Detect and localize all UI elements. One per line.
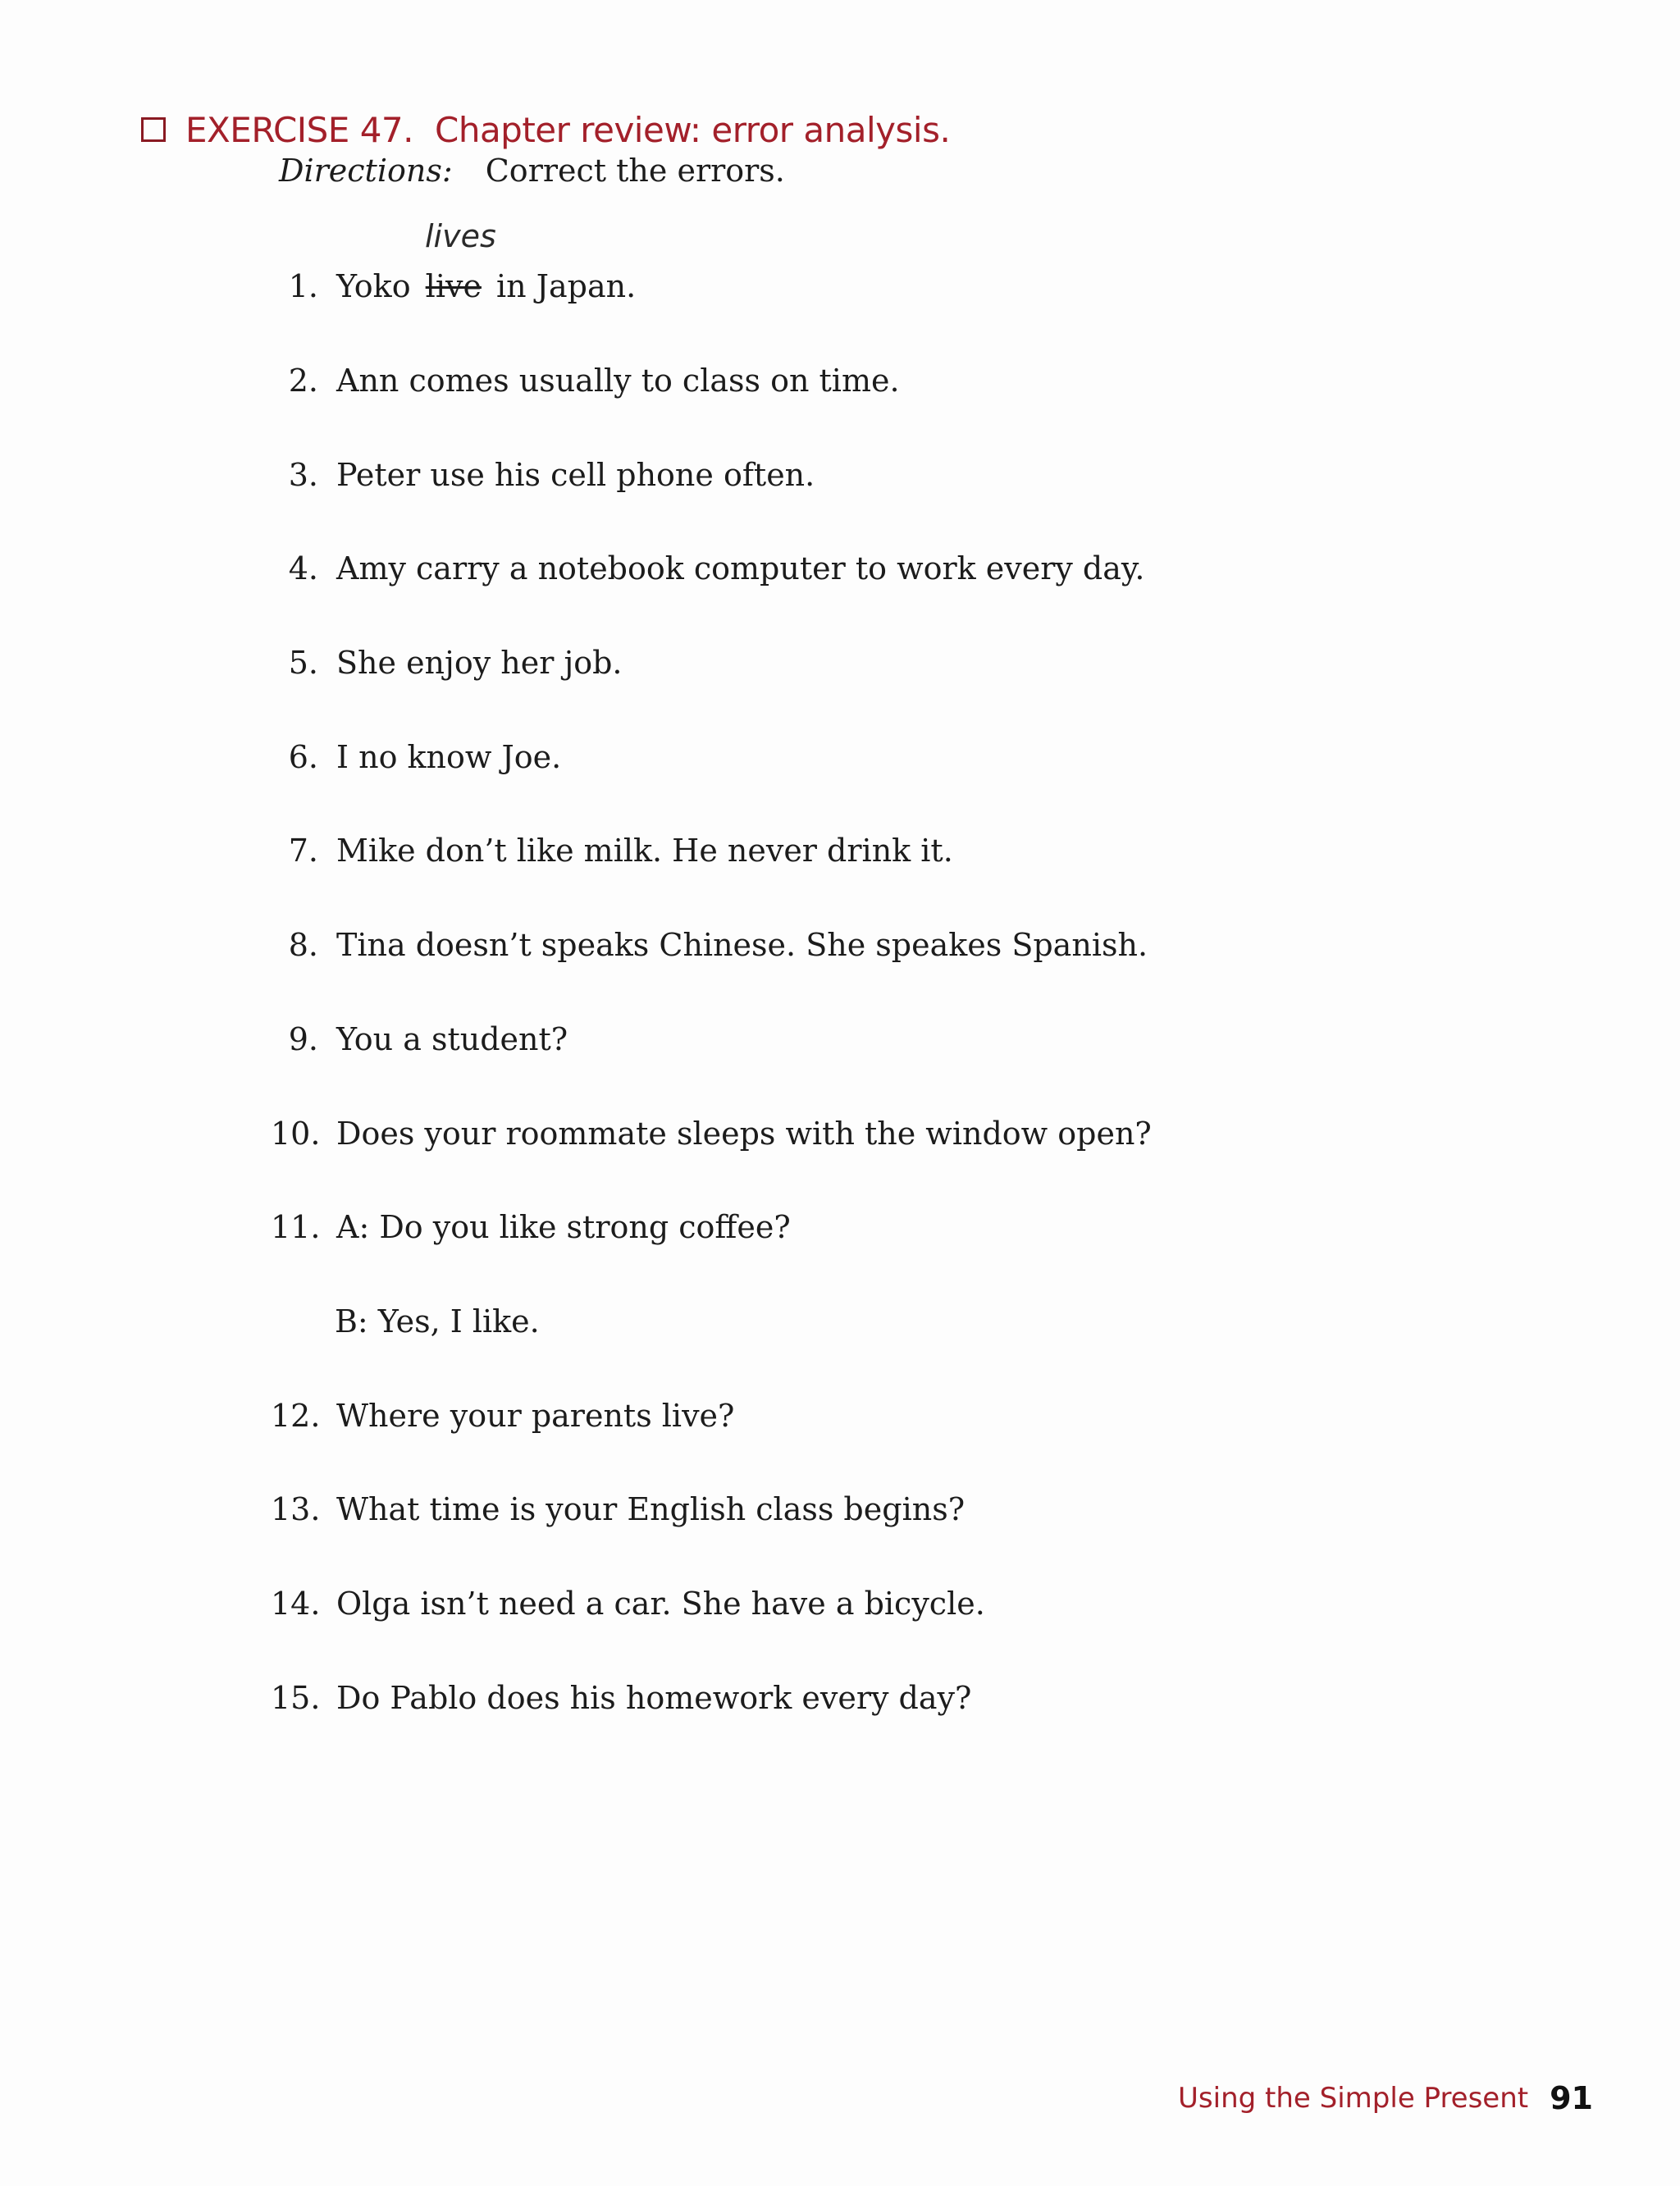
item-text: What time is your English class begins? <box>336 1491 966 1527</box>
item-number: 4. <box>288 550 318 586</box>
list-item <box>271 737 561 778</box>
example-after: in Japan. <box>496 268 637 304</box>
exercise-title: Chapter review: error analysis. <box>435 109 951 150</box>
item-number: 8. <box>288 927 318 963</box>
list-item <box>271 642 623 683</box>
directions-text: Correct the errors. <box>485 153 785 189</box>
item-text: Do Pablo does his homework every day? <box>336 1680 972 1716</box>
list-item <box>271 1489 965 1530</box>
chapter-title: Using the Simple Present <box>1178 2082 1529 2115</box>
list-item <box>271 454 815 495</box>
example-correction: lives <box>425 218 496 254</box>
dialog-line-b: B: Yes, I like. <box>335 1303 540 1339</box>
item-number: 5. <box>288 645 318 681</box>
directions <box>279 153 785 189</box>
list-item <box>271 1677 971 1718</box>
item-number: 2. <box>288 363 318 399</box>
item-text: A: Do you like strong coffee? <box>336 1209 791 1245</box>
list-item <box>271 1019 568 1060</box>
struck-word: live <box>425 268 482 304</box>
exercise-header <box>141 107 950 153</box>
list-item <box>271 548 1144 589</box>
item-number: 13. <box>271 1491 321 1527</box>
list-item <box>271 924 1148 965</box>
list-item <box>271 1113 1152 1154</box>
item-text: Mike don’t like milk. He never drink it. <box>336 833 953 869</box>
directions-label: Directions: <box>279 153 453 189</box>
item-text: Olga isn’t need a car. She have a bicycle. <box>336 1586 985 1622</box>
item-text: Does your roommate sleeps with the window open? <box>336 1116 1152 1152</box>
item-text: Ann comes usually to class on time. <box>336 363 900 399</box>
item-number: 6. <box>288 739 318 775</box>
list-item <box>271 360 900 401</box>
item-number: 1. <box>288 268 318 304</box>
item-number: 12. <box>271 1398 321 1434</box>
list-item <box>271 1207 791 1248</box>
page-number: 91 <box>1550 2080 1593 2116</box>
exercise-number: EXERCISE 47. <box>185 109 413 150</box>
item-text: Amy carry a notebook computer to work every day. <box>336 550 1145 586</box>
item-number: 14. <box>271 1586 321 1622</box>
example-item <box>271 266 636 307</box>
item-number: 3. <box>288 457 318 493</box>
item-text <box>336 266 636 307</box>
item-text: Peter use his cell phone often. <box>336 457 815 493</box>
item-text: I no know Joe. <box>336 739 562 775</box>
list-item <box>271 830 953 871</box>
list-item <box>271 1395 734 1436</box>
checkbox-icon[interactable] <box>141 117 166 142</box>
page-footer <box>1178 2075 1593 2121</box>
item-text: She enjoy her job. <box>336 645 623 681</box>
example-before: Yoko <box>336 268 411 304</box>
item-number: 9. <box>288 1021 318 1057</box>
item-text: Where your parents live? <box>336 1398 735 1434</box>
item-number: 7. <box>288 833 318 869</box>
item-number: 11. <box>271 1209 321 1245</box>
item-text: Tina doesn’t speaks Chinese. She speakes Spanish. <box>336 927 1148 963</box>
list-item <box>271 1583 985 1624</box>
item-number: 15. <box>271 1680 321 1716</box>
item-text: You a student? <box>336 1021 568 1057</box>
item-number: 10. <box>271 1116 321 1152</box>
